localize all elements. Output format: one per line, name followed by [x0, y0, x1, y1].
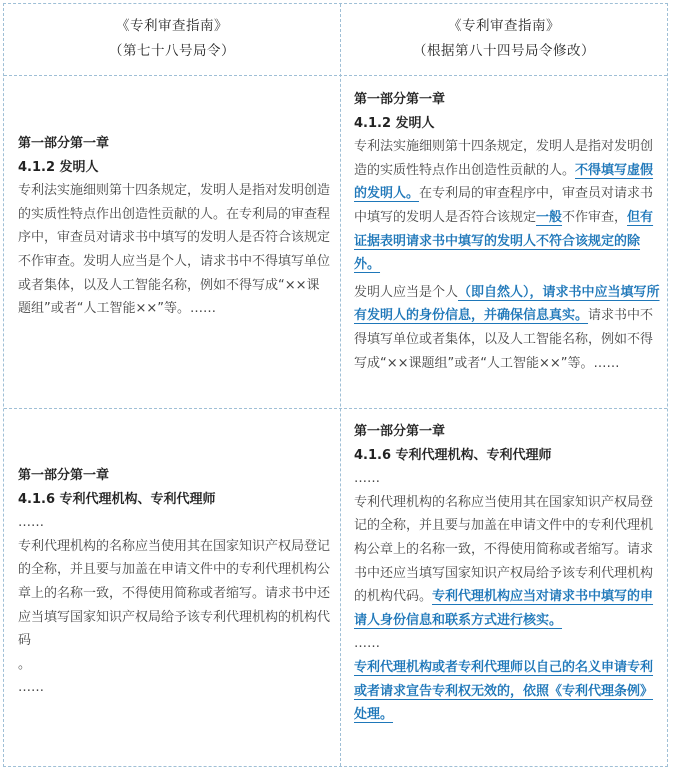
- plain-text: 发明人应当是个人: [354, 284, 459, 300]
- plain-text: 在专利局的审查程序中，审查员对请求书中填写的发明人是否符合该规定: [354, 186, 654, 225]
- article-paragraph-2: [354, 656, 660, 727]
- row2-left-cell: [18, 464, 330, 700]
- highlighted-text: 不得填写虚假的发明人。: [354, 162, 654, 202]
- plain-text: 不作审查，: [562, 209, 628, 225]
- left-header-title: 《专利审查指南》: [116, 18, 228, 34]
- article-heading: 4.1.2 发明人: [18, 159, 99, 175]
- period: 。: [18, 656, 32, 672]
- article-paragraph-1: [354, 491, 660, 633]
- plain-text: 专利法实施细则第十四条规定，发明人是指对发明创造的实质性特点作出创造性贡献的人。: [354, 139, 654, 178]
- column-divider: [340, 4, 341, 766]
- section-heading: 第一部分第一章: [18, 468, 110, 483]
- highlighted-text: 专利代理机构或者专利代理师以自己的名义申请专利或者请求宣告专利权无效的，依照《专利代理条例》处理。: [354, 659, 654, 723]
- right-header: [341, 14, 667, 64]
- ellipsis: ……: [18, 680, 44, 696]
- article-heading: 4.1.6 专利代理机构、专利代理师: [18, 491, 216, 507]
- article-heading: 4.1.6 专利代理机构、专利代理师: [354, 447, 552, 463]
- section-heading: 第一部分第一章: [354, 92, 446, 107]
- right-header-title: 《专利审查指南》: [448, 18, 560, 34]
- highlighted-text: （即自然人），请求书中应当填写所有发明人的身份信息，并确保信息真实。: [354, 284, 660, 324]
- highlighted-text: 但有证据表明请求书中填写的发明人不符合该规定的除外。: [354, 209, 654, 273]
- ellipsis: ……: [18, 515, 44, 531]
- article-paragraph-1: [354, 135, 660, 277]
- left-header: [4, 14, 340, 64]
- article-body: 专利代理机构的名称应当使用其在国家知识产权局登记的全称，并且要与加盖在申请文件中的专利代理机构公章上的名称一致，不得使用简称或者缩写。请求书中还应当填写国家知识产权局给予该专利代理机构的机构代码: [18, 538, 331, 649]
- article-body: 专利法实施细则第十四条规定，发明人是指对发明创造的实质性特点作出创造性贡献的人。在专利局的审查程序中，审查员对请求书中填写的发明人是否符合该规定不作审查。发明人应当是个人，请求书中不得填写单位或者集体，以及人工智能名称，例如不得写成“××课题组”或者“人工智能××”等。……: [18, 183, 331, 317]
- section-heading: 第一部分第一章: [18, 136, 110, 151]
- header-divider: [4, 75, 667, 76]
- left-header-subtitle: （第七十八号局令）: [109, 43, 235, 59]
- article-paragraph-2: [354, 281, 660, 375]
- plain-text: 专利代理机构的名称应当使用其在国家知识产权局登记的全称，并且要与加盖在申请文件中的专利代理机构公章上的名称一致，不得使用简称或者缩写。请求书中还应当填写国家知识产权局给予该专利代理机构的机构代码。: [354, 494, 654, 605]
- row2-right-cell: [354, 420, 660, 727]
- row1-left-cell: [18, 132, 330, 321]
- comparison-table: [3, 3, 668, 767]
- article-heading: 4.1.2 发明人: [354, 115, 435, 131]
- plain-text: 请求书中不得填写单位或者集体，以及人工智能名称，例如不得写成“××课题组”或者“人工智能××”等。……: [354, 308, 654, 371]
- row1-right-cell: [354, 88, 660, 375]
- row-divider: [4, 408, 667, 409]
- section-heading: 第一部分第一章: [354, 424, 446, 439]
- highlighted-text: 一般: [536, 209, 563, 225]
- right-header-subtitle: （根据第八十四号局令修改）: [413, 43, 595, 59]
- highlighted-text: 专利代理机构应当对请求书中填写的申请人身份信息和联系方式进行核实。: [354, 589, 654, 628]
- ellipsis: ……: [354, 636, 380, 652]
- ellipsis: ……: [354, 471, 380, 487]
